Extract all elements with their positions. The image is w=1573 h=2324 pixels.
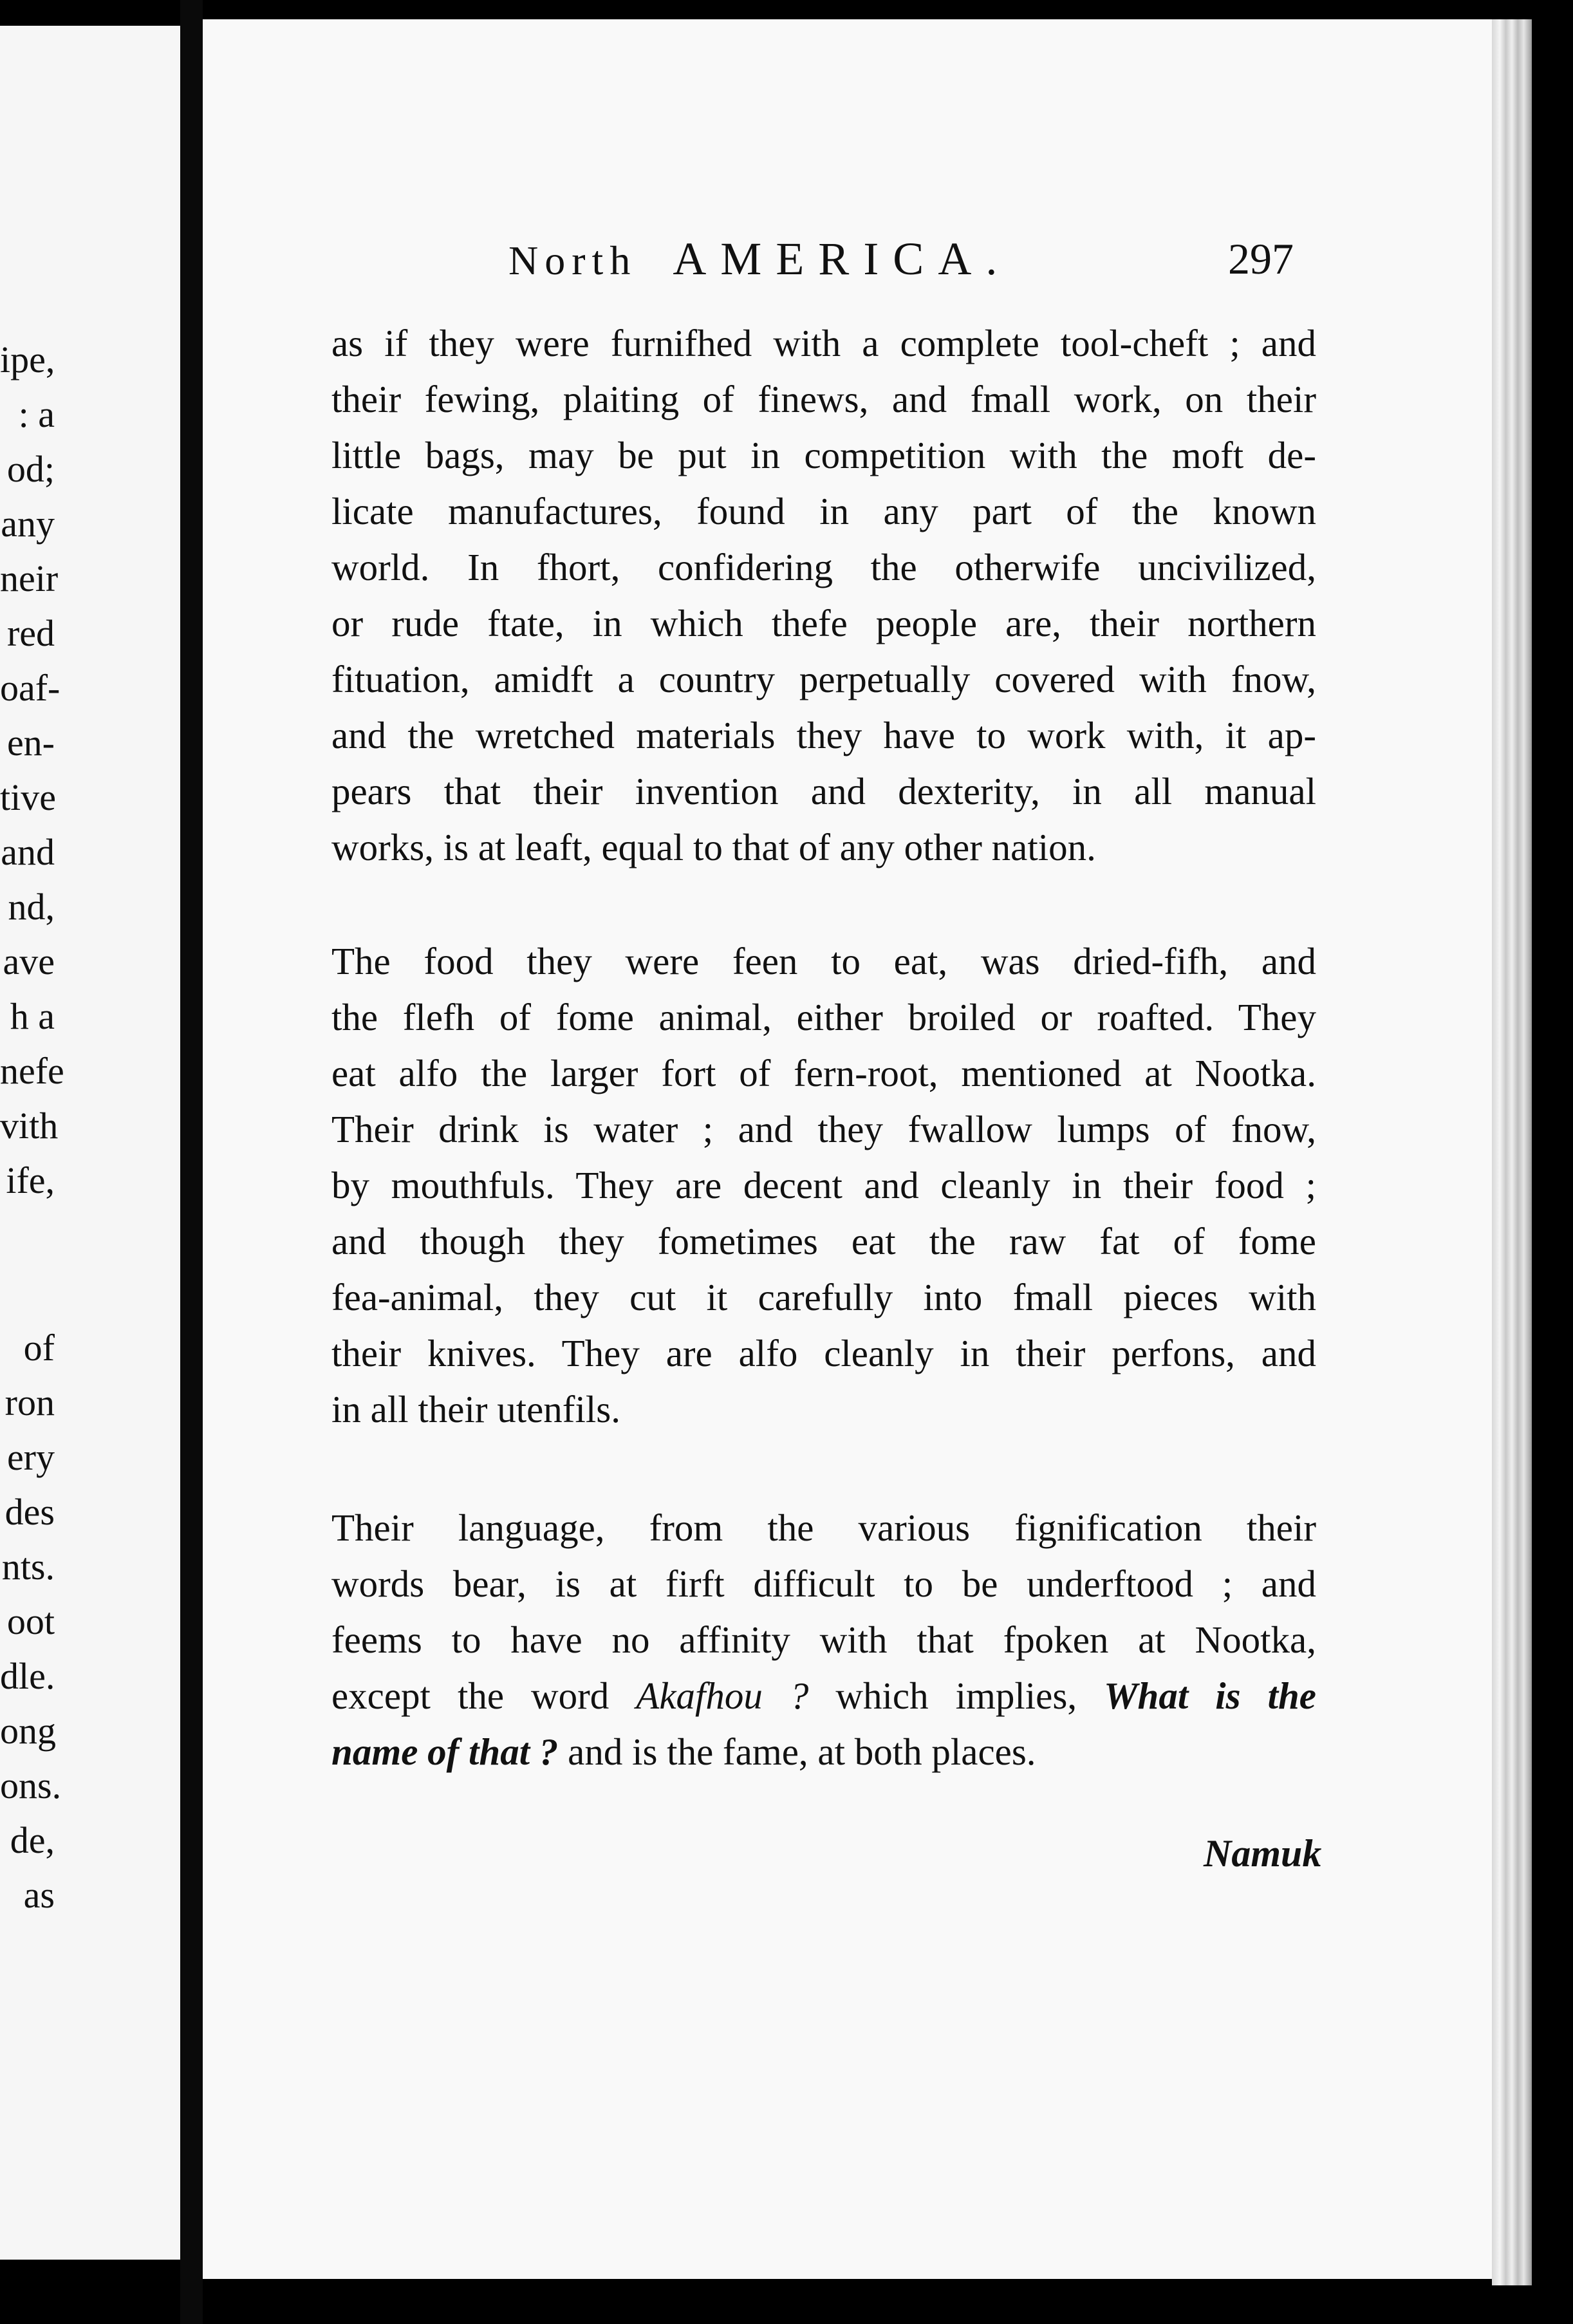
left-page-fragment: oaf- (0, 667, 60, 709)
left-page-fragment: ave (3, 941, 55, 982)
text-line: eat alfo the larger fort of fern-root, mentioned at Nootka. (331, 1052, 1316, 1094)
text-line: or rude ftate, in which thefe people are, their northern (331, 602, 1316, 644)
text-line: fea-animal, they cut it carefully into fmall pieces with (331, 1276, 1316, 1318)
left-page-fragment: oot (6, 1600, 55, 1642)
text-line: world. In fhort, confidering the otherwife uncivilized, (331, 546, 1316, 588)
left-page-fragment: ipe, (0, 339, 55, 380)
page-edge (1492, 19, 1532, 2285)
left-page-fragment: neir (0, 558, 59, 599)
left-page-fragment: nts. (1, 1546, 55, 1588)
page-number: 297 (1228, 234, 1294, 283)
left-page-fragment: ife, (6, 1159, 55, 1201)
left-page-fragment: red (6, 612, 55, 654)
text-line: feems to have no affinity with that fpoken at Nootka, (331, 1618, 1316, 1661)
left-page-fragment: od; (6, 448, 55, 490)
paragraph-2 (331, 933, 1316, 1438)
left-page-fragment: de, (10, 1819, 55, 1861)
text-line: and though they fometimes eat the raw fat of fome (331, 1220, 1316, 1262)
text-line: little bags, may be put in competition with the moft de- (331, 434, 1316, 476)
left-page-fragment: des (5, 1491, 55, 1533)
italic-word: Akafhou ? (636, 1674, 809, 1717)
text-line: licate manufactures, found in any part of the known (331, 490, 1316, 532)
text-line: except the word Akafhou ? which implies, What is the (331, 1674, 1316, 1717)
book-gutter (180, 0, 203, 2324)
left-page-fragment: any (1, 503, 55, 545)
italic-phrase: What is the (1104, 1674, 1316, 1717)
left-page-fragment: ong (0, 1710, 56, 1752)
text-line: their fewing, plaiting of finews, and fmall work, on their (331, 378, 1316, 420)
paragraph-1 (331, 315, 1316, 876)
text-line: fituation, amidft a country perpetually covered with fnow, (331, 658, 1316, 700)
text-line: and the wretched materials they have to work with, it ap- (331, 714, 1316, 756)
text-line: their knives. They are alfo cleanly in their perfons, and (331, 1332, 1316, 1374)
text-line: pears that their invention and dexterity, in all manual (331, 770, 1316, 812)
left-page-fragment: ron (5, 1382, 55, 1423)
left-page-fragment: nefe (0, 1050, 64, 1092)
text-line: name of that ? and is the fame, at both places. (331, 1730, 1036, 1773)
text-line: by mouthfuls. They are decent and cleanly in their food ; (331, 1164, 1316, 1206)
left-page-fragment: ery (6, 1436, 55, 1478)
left-page-fragment: of (23, 1327, 55, 1369)
text-line: words bear, is at firft difficult to be underftood ; and (331, 1562, 1316, 1605)
running-head-america: AMERICA. (673, 233, 1012, 285)
left-page (0, 26, 180, 2260)
paragraph-3 (331, 1500, 1316, 1780)
left-page-fragment: h a (10, 995, 55, 1037)
text-line: works, is at leaft, equal to that of any other nation. (331, 826, 1096, 868)
left-page-fragment: and (1, 831, 55, 873)
left-page-fragment: vith (0, 1105, 59, 1147)
text-line: the flefh of fome animal, either broiled or roafted. They (331, 996, 1316, 1038)
text-line: Their language, from the various fignification their (331, 1506, 1316, 1549)
running-head-north: North (508, 238, 637, 283)
text-line: The food they were feen to eat, was dried-fifh, and (331, 940, 1316, 982)
running-head (508, 233, 1011, 286)
text-line: in all their utenfils. (331, 1388, 620, 1430)
left-page-fragment: dle. (0, 1655, 55, 1697)
left-page-fragment: as (23, 1874, 55, 1916)
italic-phrase: name of that ? (331, 1730, 559, 1773)
left-page-fragment: : a (18, 393, 55, 435)
text-line: Their drink is water ; and they fwallow lumps of fnow, (331, 1108, 1316, 1150)
left-page-fragment: nd, (8, 886, 55, 928)
left-page-fragment: ons. (0, 1765, 62, 1806)
left-page-fragment: en- (6, 722, 55, 764)
catchword: Namuk (1204, 1832, 1322, 1875)
left-page-fragment: tive (0, 776, 56, 818)
text-line: as if they were furnifhed with a complete tool-cheft ; and (331, 322, 1316, 364)
